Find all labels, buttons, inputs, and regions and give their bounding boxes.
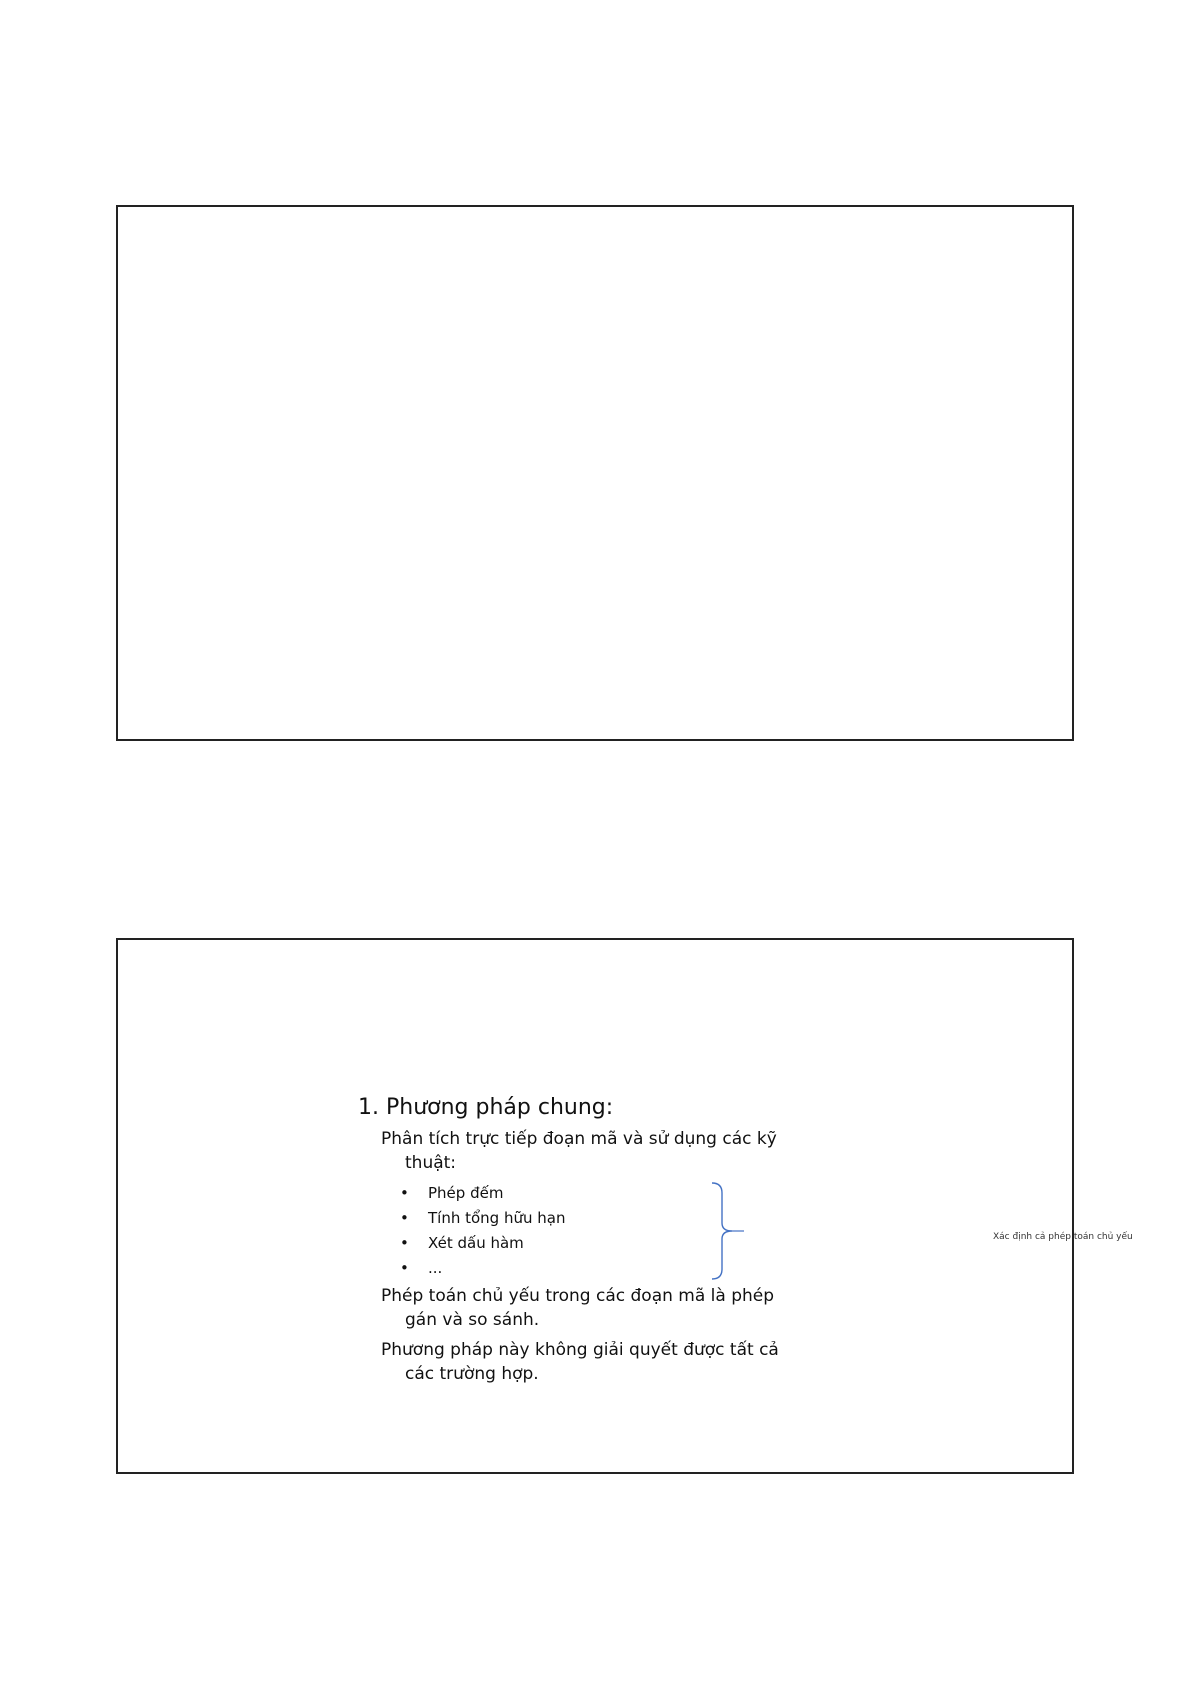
paragraph-limitations-line2: các trường hợp. xyxy=(405,1364,539,1384)
bracket-annotation-label: Xác định cả phép toán chủ yếu xyxy=(993,1232,1133,1242)
bullet-icon: • xyxy=(400,1259,409,1277)
paragraph-limitations-line1: Phương pháp này không giải quyết được tất cả xyxy=(381,1340,779,1360)
paragraph-main-operations-line2: gán và so sánh. xyxy=(405,1310,540,1330)
list-item xyxy=(398,1231,878,1256)
bullet-icon: • xyxy=(400,1184,409,1202)
paragraph-techniques-line1: Phân tích trực tiếp đoạn mã và sử dụng các kỹ xyxy=(381,1129,777,1149)
list-item xyxy=(398,1181,878,1206)
paragraph-limitations xyxy=(358,1338,878,1386)
paragraph-main-operations xyxy=(358,1284,878,1332)
paragraph-techniques xyxy=(358,1127,878,1175)
list-item-label: Xét dấu hàm xyxy=(428,1234,524,1252)
list-item-label: ... xyxy=(428,1259,443,1277)
bullet-icon: • xyxy=(400,1209,409,1227)
technique-list xyxy=(358,1181,1133,1281)
paragraph-main-operations-line1: Phép toán chủ yếu trong các đoạn mã là phép xyxy=(381,1286,775,1306)
bullet-icon: • xyxy=(400,1234,409,1252)
list-item xyxy=(398,1206,878,1231)
list-item xyxy=(398,1256,878,1281)
paragraph-techniques-line2: thuật: xyxy=(405,1153,457,1173)
list-item-label: Phép đếm xyxy=(428,1184,504,1202)
list-item-label: Tính tổng hữu hạn xyxy=(428,1209,566,1227)
slide-2 xyxy=(116,938,1133,1474)
slide-heading: 1. Phương pháp chung: xyxy=(358,1095,614,1120)
slide-content xyxy=(358,1093,1133,1392)
slide-1-blank xyxy=(116,205,1074,741)
curly-brace-icon xyxy=(708,1181,748,1281)
